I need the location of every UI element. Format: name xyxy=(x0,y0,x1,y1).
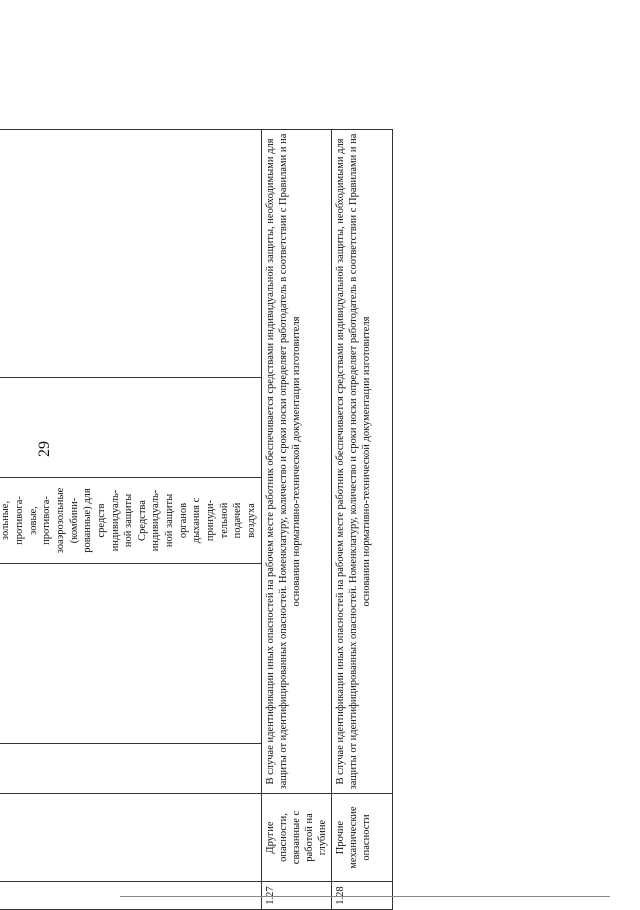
ppe-line: зовые, xyxy=(27,506,39,535)
ppe-line: противога- xyxy=(14,496,26,545)
ppe-line: дыхания с xyxy=(191,497,203,544)
ppe-line: (комбини- xyxy=(68,497,80,544)
row-note: В случае идентификации иных опасностей на рабочем месте работник обеспечивается средствами индивидуальной защиты, необходимыми для защиты от идентифицированных опасностей. Номенклатуру, количество и сроки носки определяет работодатель в соответствии с Правилами и на основании нормативно-технической документации изготовителя xyxy=(261,130,332,794)
ppe-table-rotated xyxy=(0,130,373,910)
table-row xyxy=(0,130,261,910)
ppe-list-cell xyxy=(0,478,261,564)
ppe-line: индивидуаль- xyxy=(150,489,162,552)
empty-cell xyxy=(0,794,261,882)
hazard-name: Прочие механические опасности xyxy=(332,794,393,882)
ppe-line: подачей xyxy=(232,502,244,539)
empty-cell xyxy=(0,378,261,478)
ppe-line: ной защиты xyxy=(164,493,176,548)
hazard-name: Другие опасности, связанные с работой на глубине xyxy=(261,794,332,882)
ppe-line: воздуха xyxy=(245,503,257,538)
ppe-line: принуди- xyxy=(205,499,217,542)
table-row xyxy=(261,130,332,910)
ppe-line: зоаэрозольные xyxy=(54,487,66,554)
empty-cell xyxy=(0,564,261,744)
ppe-line: средств xyxy=(95,503,107,538)
ppe-line: органов xyxy=(177,502,189,539)
ppe-line: противога- xyxy=(41,496,53,545)
ppe-line: рованные) для xyxy=(82,488,94,553)
table-row xyxy=(332,130,393,910)
bottom-rule xyxy=(120,896,610,897)
ppe-line: зольные, xyxy=(0,500,12,541)
empty-cell xyxy=(0,130,261,378)
page-number: 29 xyxy=(36,441,53,457)
ppe-table xyxy=(0,129,393,910)
row-note: В случае идентификации иных опасностей на рабочем месте работник обеспечивается средствами индивидуальной защиты, необходимыми для защиты от идентифицированных опасностей. Номенклатуру, количество и сроки носки определяет работодатель в соответствии с Правилами и на основании нормативно-технической документации изготовителя xyxy=(332,130,393,794)
empty-cell xyxy=(0,744,261,794)
ppe-line: индивидуаль- xyxy=(109,489,121,552)
ppe-line: ной защиты xyxy=(123,493,135,548)
ppe-line: Средства xyxy=(136,500,148,541)
ppe-line: тельной xyxy=(218,502,230,539)
